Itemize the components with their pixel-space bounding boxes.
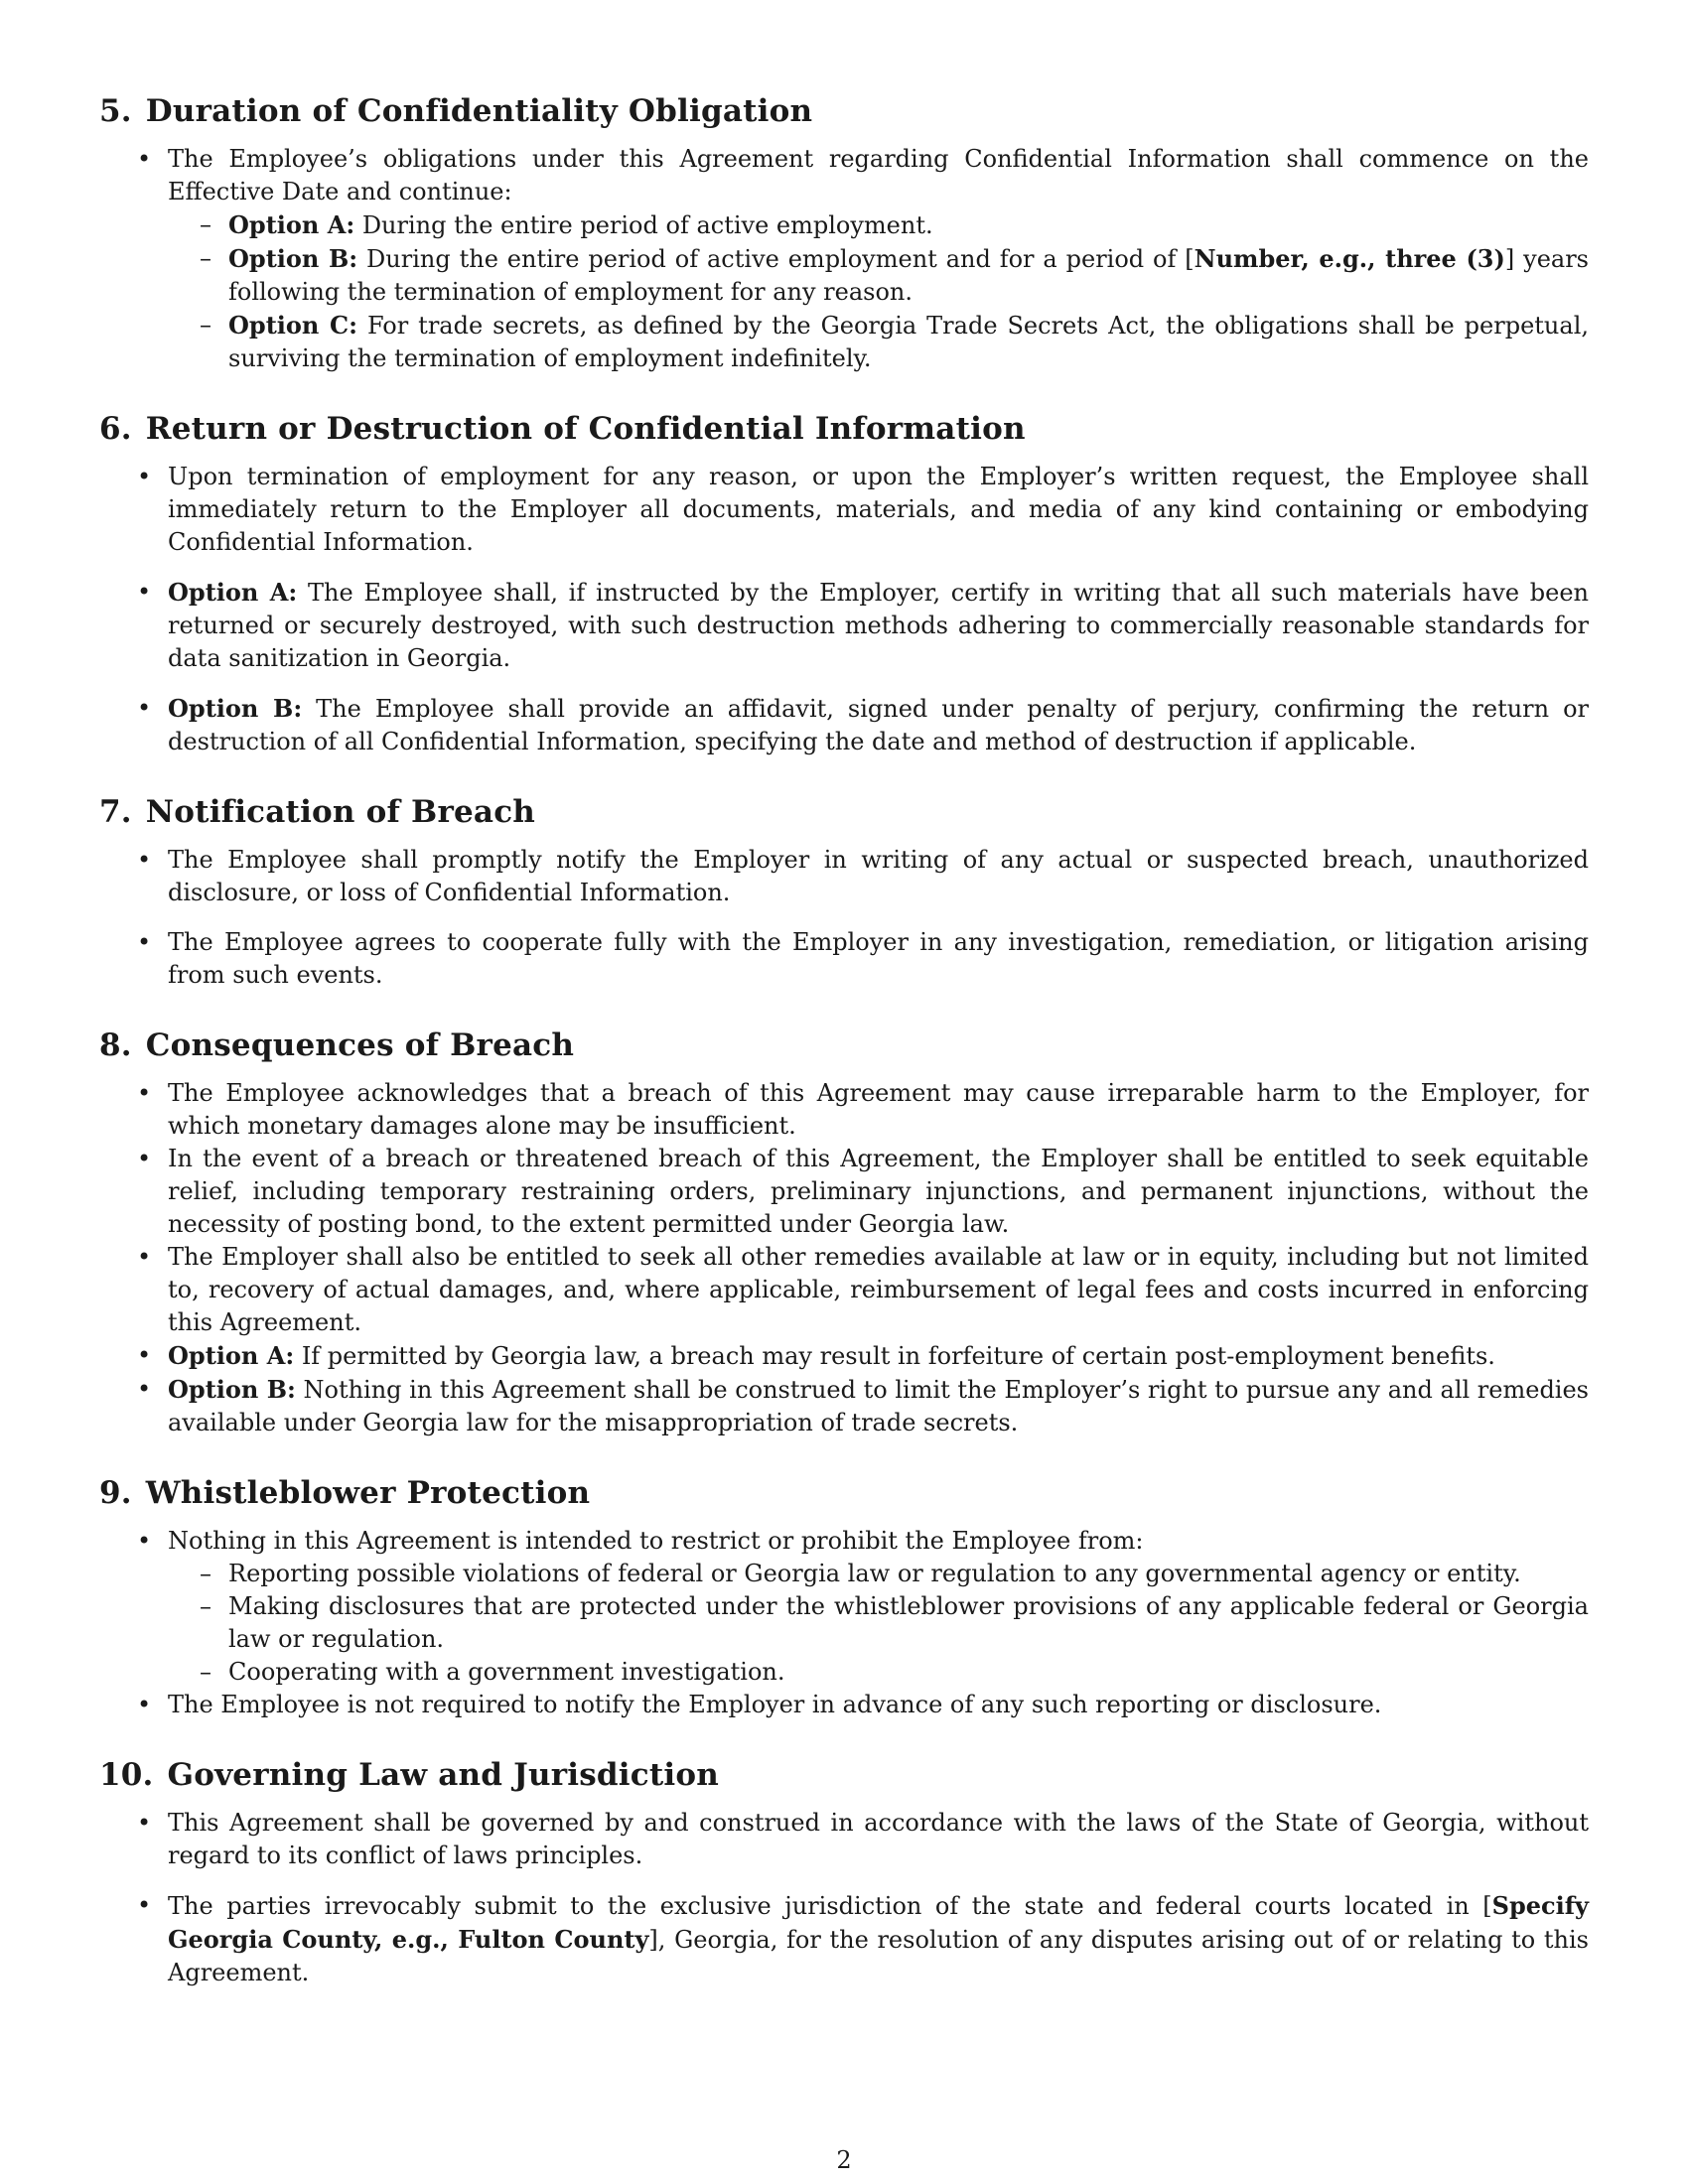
- bullet-list: [99, 1525, 1589, 1721]
- sub-list-item: – Making disclosures that are protected under the whistleblower provisions of any applicable federal or Georgia law or regulation.: [168, 1590, 1589, 1656]
- section-8: [99, 1025, 1589, 1439]
- document-page: [99, 91, 1589, 1989]
- section-heading: 10. Governing Law and Jurisdiction: [99, 1757, 719, 1793]
- bullet-list: [99, 461, 1589, 758]
- list-item: • Option A: If permitted by Georgia law, a breach may result in forfeiture of certain post-employment benefits.: [99, 1339, 1589, 1373]
- sub-list-item: – Cooperating with a government investigation.: [168, 1656, 1589, 1689]
- sub-list-item: – Reporting possible violations of federal or Georgia law or regulation to any governmental agency or entity.: [168, 1558, 1589, 1590]
- section-heading: 9. Whistleblower Protection: [99, 1475, 591, 1511]
- section-9: [99, 1473, 1589, 1721]
- list-item: • In the event of a breach or threatened breach of this Agreement, the Employer shall be entitled to seek equitable relief, including temporary restraining orders, preliminary injunctions, and permanent injunctions, without the necessity of posting bond, to the extent permitted under Georgia law.: [99, 1143, 1589, 1241]
- list-item: • Option A: The Employee shall, if instructed by the Employer, certify in writing that all such materials have been returned or securely destroyed, with such destruction methods adhering to commercially reasonable standards for data sanitization in Georgia.: [99, 576, 1589, 675]
- section-7: [99, 792, 1589, 992]
- sub-list-item: – Option A: During the entire period of active employment.: [168, 208, 1589, 242]
- sub-list-item: – Option C: For trade secrets, as defined by the Georgia Trade Secrets Act, the obligations shall be perpetual, surviving the termination of employment indefinitely.: [168, 309, 1589, 375]
- list-item: • Upon termination of employment for any reason, or upon the Employer’s written request, the Employee shall immediately return to the Employer all documents, materials, and media of any kind containing or embodying Confidential Information.: [99, 461, 1589, 559]
- bullet-list: [99, 844, 1589, 992]
- list-item: • This Agreement shall be governed by and construed in accordance with the laws of the State of Georgia, without regard to its conflict of laws principles.: [99, 1807, 1589, 1872]
- section-heading: 7. Notification of Breach: [99, 794, 536, 830]
- list-item: • The Employee’s obligations under this Agreement regarding Confidential Information shall commence on the Effective Date and continue: – Option A: During the entire period of active employment. – Option B: During the entire period of active employment and for a period of [Number, e.g., three (3)] years following the termination of employment for any reason. – Option C: For trade secrets, as defined by the Georgia Trade Secrets Act, the obligations shall be perpetual, surviving the termination of employment indefinitely.: [99, 143, 1589, 375]
- sub-list: [168, 1558, 1589, 1689]
- bullet-list: [99, 1077, 1589, 1439]
- list-item: • Nothing in this Agreement is intended to restrict or prohibit the Employee from: – Reporting possible violations of federal or Georgia law or regulation to any governmental agency or entity. – Making disclosures that are protected under the whistleblower provisions of any applicable federal or Georgia law or regulation. – Cooperating with a government investigation.: [99, 1525, 1589, 1689]
- list-item: • The Employee acknowledges that a breach of this Agreement may cause irreparable harm to the Employer, for which monetary damages alone may be insufficient.: [99, 1077, 1589, 1143]
- bullet-list: [99, 143, 1589, 375]
- section-heading: 6. Return or Destruction of Confidential Information: [99, 411, 1026, 447]
- bullet-list: [99, 1807, 1589, 1989]
- list-item: • The parties irrevocably submit to the exclusive jurisdiction of the state and federal courts located in [Specify Georgia County, e.g., Fulton County], Georgia, for the resolution of any disputes arising out of or relating to this Agreement.: [99, 1889, 1589, 1989]
- list-item: • The Employee is not required to notify the Employer in advance of any such reporting or disclosure.: [99, 1689, 1589, 1721]
- page-number: 2: [836, 2146, 852, 2174]
- list-item: • Option B: The Employee shall provide an affidavit, signed under penalty of perjury, confirming the return or destruction of all Confidential Information, specifying the date and method of destruction if applicable.: [99, 692, 1589, 758]
- list-item: • The Employee shall promptly notify the Employer in writing of any actual or suspected breach, unauthorized disclosure, or loss of Confidential Information.: [99, 844, 1589, 909]
- section-5: [99, 91, 1589, 375]
- section-heading: 8. Consequences of Breach: [99, 1027, 575, 1063]
- list-item: • The Employer shall also be entitled to seek all other remedies available at law or in equity, including but not limited to, recovery of actual damages, and, where applicable, reimbursement of legal fees and costs incurred in enforcing this Agreement.: [99, 1241, 1589, 1339]
- section-heading: 5. Duration of Confidentiality Obligation: [99, 93, 813, 129]
- sub-list-item: – Option B: During the entire period of active employment and for a period of [Number, e.g., three (3)] years following the termination of employment for any reason.: [168, 242, 1589, 309]
- section-10: [99, 1755, 1589, 1989]
- list-item: • Option B: Nothing in this Agreement shall be construed to limit the Employer’s right to pursue any and all remedies available under Georgia law for the misappropriation of trade secrets.: [99, 1373, 1589, 1439]
- list-item: • The Employee agrees to cooperate fully with the Employer in any investigation, remediation, or litigation arising from such events.: [99, 926, 1589, 992]
- section-6: [99, 409, 1589, 758]
- sub-list: [168, 208, 1589, 375]
